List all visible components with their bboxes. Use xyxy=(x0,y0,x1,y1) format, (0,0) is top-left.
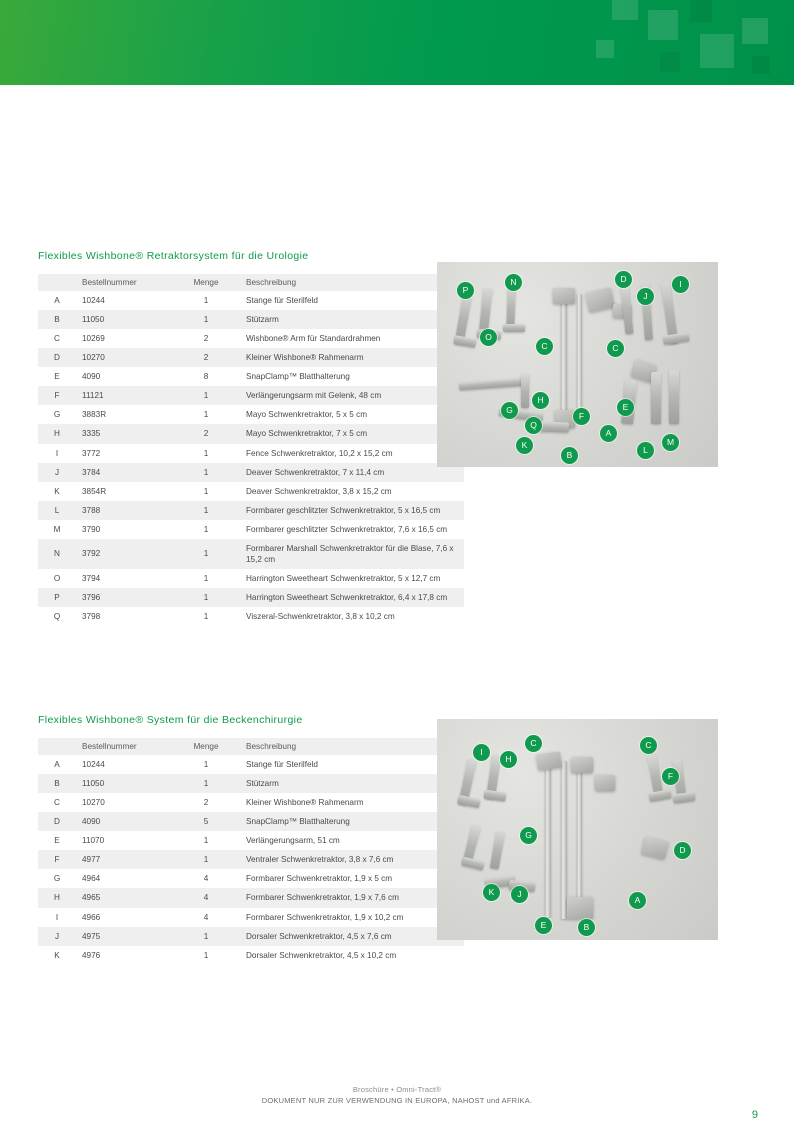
table-row xyxy=(38,291,464,310)
col-description: Beschreibung xyxy=(240,738,464,755)
row-letter: D xyxy=(38,812,76,831)
table-row xyxy=(38,755,464,774)
photo-label-O: O xyxy=(480,329,497,346)
support-rod xyxy=(577,294,582,418)
photo-label-A: A xyxy=(600,425,617,442)
support-rod xyxy=(545,765,551,917)
photo-label-D: D xyxy=(674,842,691,859)
photo-label-B: B xyxy=(561,447,578,464)
row-order-number: 3772 xyxy=(82,448,101,458)
row-quantity: 1 xyxy=(203,950,209,960)
row-letter: H xyxy=(38,424,76,443)
banner-square xyxy=(752,56,770,74)
row-quantity: 1 xyxy=(203,486,209,496)
photo-label-H: H xyxy=(500,751,517,768)
banner-square xyxy=(700,34,734,68)
row-quantity: 1 xyxy=(172,539,240,569)
row-letter: J xyxy=(38,463,76,482)
row-order-number: 4090 xyxy=(76,812,172,831)
row-order-number: 3790 xyxy=(82,524,101,534)
photo-label-M: M xyxy=(662,434,679,451)
table-header-row xyxy=(38,738,464,755)
row-order-number: 10244 xyxy=(82,296,105,305)
row-order-number: 3335 xyxy=(76,424,172,443)
photo-label-F: F xyxy=(573,408,590,425)
row-order-number: 4966 xyxy=(82,912,101,922)
row-quantity: 4 xyxy=(203,912,209,922)
row-quantity: 4 xyxy=(172,888,240,907)
row-letter: Q xyxy=(53,612,61,622)
clamp-block xyxy=(567,897,593,919)
table-row xyxy=(38,501,464,520)
row-quantity: 1 xyxy=(203,612,209,622)
row-description: Harrington Sweetheart Schwenkretraktor, 6,4 x 17,8 cm xyxy=(240,588,464,607)
table-row xyxy=(38,329,464,348)
table-row xyxy=(38,386,464,405)
photo-label-I: I xyxy=(672,276,689,293)
product-photo-urology xyxy=(437,262,718,467)
row-description: Stange für Sterilfeld xyxy=(246,760,318,769)
row-letter: C xyxy=(54,334,60,344)
row-quantity: 2 xyxy=(172,424,240,443)
row-letter: B xyxy=(38,774,76,793)
photo-label-J: J xyxy=(637,288,654,305)
row-order-number: 10244 xyxy=(82,760,105,769)
row-letter: P xyxy=(38,588,76,607)
banner-square xyxy=(648,10,678,40)
table-row xyxy=(38,850,464,869)
row-order-number: 4976 xyxy=(82,950,101,960)
row-quantity: 1 xyxy=(203,296,209,305)
photo-label-G: G xyxy=(520,827,537,844)
table-row xyxy=(38,367,464,386)
row-description: Stange für Sterilfeld xyxy=(246,296,318,305)
row-order-number: 3854R xyxy=(82,486,107,496)
row-quantity: 1 xyxy=(172,927,240,946)
table-row xyxy=(38,482,464,501)
support-rod xyxy=(561,298,567,416)
col-letter xyxy=(38,274,76,291)
photo-label-Q: Q xyxy=(525,417,542,434)
col-quantity: Menge xyxy=(172,274,240,291)
row-letter: L xyxy=(38,501,76,520)
col-order-number: Bestellnummer xyxy=(76,274,172,291)
col-description: Beschreibung xyxy=(240,274,464,291)
footer xyxy=(0,1085,794,1105)
row-letter: F xyxy=(38,386,76,405)
photo-label-K: K xyxy=(516,437,533,454)
row-order-number: 3796 xyxy=(76,588,172,607)
row-order-number: 11121 xyxy=(76,386,172,405)
photo-label-E: E xyxy=(617,399,634,416)
clamp-block xyxy=(595,775,615,791)
row-order-number: 4090 xyxy=(82,372,101,382)
row-description: Deaver Schwenkretraktor, 7 x 11,4 cm xyxy=(240,463,464,482)
row-description: Formbarer Schwenkretraktor, 1,9 x 5 cm xyxy=(246,874,393,884)
row-order-number: 3883R xyxy=(82,410,107,420)
row-letter: K xyxy=(54,950,60,960)
photo-label-F: F xyxy=(662,768,679,785)
row-order-number: 4964 xyxy=(82,874,101,884)
photo-label-A: A xyxy=(629,892,646,909)
instrument xyxy=(669,370,679,424)
instrument xyxy=(521,374,529,408)
row-description: Formbarer Schwenkretraktor, 1,9 x 10,2 cm xyxy=(246,912,404,922)
col-order-number: Bestellnummer xyxy=(76,738,172,755)
photo-label-C2: C xyxy=(607,340,624,357)
table-row xyxy=(38,946,464,965)
row-order-number: 10270 xyxy=(82,798,105,808)
row-order-number: 10269 xyxy=(82,334,105,344)
row-letter: J xyxy=(38,927,76,946)
row-quantity: 1 xyxy=(203,410,209,420)
table-row xyxy=(38,793,464,812)
table-row xyxy=(38,424,464,443)
row-description: Stützarm xyxy=(240,310,464,329)
row-letter: G xyxy=(53,410,61,420)
row-description: Kleiner Wishbone® Rahmenarm xyxy=(240,348,464,367)
row-description: Dorsaler Schwenkretraktor, 4,5 x 7,6 cm xyxy=(240,927,464,946)
parts-table-urology xyxy=(38,274,464,626)
row-quantity: 1 xyxy=(172,310,240,329)
row-description: Mayo Schwenkretraktor, 7 x 5 cm xyxy=(240,424,464,443)
row-order-number: 11050 xyxy=(76,774,172,793)
table-row xyxy=(38,607,464,626)
row-order-number: 3798 xyxy=(82,612,101,622)
table-row xyxy=(38,405,464,424)
row-letter: K xyxy=(54,486,60,496)
row-order-number: 3792 xyxy=(76,539,172,569)
row-letter: O xyxy=(53,573,61,583)
row-quantity: 1 xyxy=(203,573,209,583)
col-letter xyxy=(38,738,76,755)
row-description: Viszeral-Schwenkretraktor, 3,8 x 10,2 cm xyxy=(246,612,395,622)
parts-table-pelvic xyxy=(38,738,464,965)
row-order-number: 4965 xyxy=(76,888,172,907)
row-quantity: 1 xyxy=(172,386,240,405)
footer-line-2: DOKUMENT NUR ZUR VERWENDUNG IN EUROPA, NAHOST und AFRIKA. xyxy=(261,1096,533,1105)
row-quantity: 1 xyxy=(172,588,240,607)
header-banner xyxy=(0,0,794,85)
row-quantity: 1 xyxy=(203,524,209,534)
row-quantity: 1 xyxy=(172,501,240,520)
table-row xyxy=(38,310,464,329)
row-description: Dorsaler Schwenkretraktor, 4,5 x 10,2 cm xyxy=(246,950,397,960)
table-row xyxy=(38,888,464,907)
row-description: SnapClamp™ Blatthalterung xyxy=(246,372,350,382)
photo-label-H: H xyxy=(532,392,549,409)
row-description: Formbarer Marshall Schwenkretraktor für die Blase, 7,6 x 15,2 cm xyxy=(240,539,464,569)
instrument xyxy=(503,324,525,332)
row-letter: M xyxy=(53,524,61,534)
footer-line-1: Broschüre • Omni-Tract® xyxy=(352,1085,442,1094)
row-description: SnapClamp™ Blatthalterung xyxy=(240,812,464,831)
banner-square xyxy=(690,0,712,22)
banner-square xyxy=(660,52,680,72)
row-description: Stützarm xyxy=(240,774,464,793)
photo-label-E: E xyxy=(535,917,552,934)
row-description: Deaver Schwenkretraktor, 3,8 x 15,2 cm xyxy=(246,486,392,496)
row-letter: E xyxy=(54,836,60,846)
table-row xyxy=(38,908,464,927)
support-rod xyxy=(561,761,567,919)
table-row xyxy=(38,812,464,831)
row-order-number: 4975 xyxy=(76,927,172,946)
row-description: Formbarer Schwenkretraktor, 1,9 x 7,6 cm xyxy=(240,888,464,907)
photo-label-K: K xyxy=(483,884,500,901)
support-rod xyxy=(577,769,582,909)
photo-label-L: L xyxy=(637,442,654,459)
row-quantity: 2 xyxy=(203,798,209,808)
row-quantity: 5 xyxy=(172,812,240,831)
row-order-number: 3788 xyxy=(76,501,172,520)
photo-label-J: J xyxy=(511,886,528,903)
row-letter: D xyxy=(38,348,76,367)
row-description: Formbarer geschlitzter Schwenkretraktor, 5 x 16,5 cm xyxy=(240,501,464,520)
table-row xyxy=(38,869,464,888)
row-description: Ventraler Schwenkretraktor, 3,8 x 7,6 cm xyxy=(240,850,464,869)
table-row xyxy=(38,774,464,793)
row-quantity: 1 xyxy=(203,836,209,846)
section-title-urology: Flexibles Wishbone® Retraktorsystem für die Urologie xyxy=(38,250,309,262)
row-letter: N xyxy=(38,539,76,569)
row-quantity: 1 xyxy=(172,463,240,482)
row-description: Wishbone® Arm für Standardrahmen xyxy=(246,334,381,344)
photo-label-G: G xyxy=(501,402,518,419)
page-number: 9 xyxy=(751,1109,758,1121)
photo-label-C2: C xyxy=(640,737,657,754)
table-row xyxy=(38,831,464,850)
row-quantity: 1 xyxy=(172,774,240,793)
photo-label-D: D xyxy=(615,271,632,288)
row-description: Kleiner Wishbone® Rahmenarm xyxy=(246,798,364,808)
product-photo-pelvic xyxy=(437,719,718,940)
photo-label-C: C xyxy=(525,735,542,752)
row-quantity: 1 xyxy=(203,448,209,458)
section-title-pelvic: Flexibles Wishbone® System für die Beckenchirurgie xyxy=(38,714,303,726)
table-header-row xyxy=(38,274,464,291)
row-quantity: 4 xyxy=(203,874,209,884)
row-letter: A xyxy=(54,760,60,769)
row-description: Verlängerungsarm mit Gelenk, 48 cm xyxy=(240,386,464,405)
row-description: Verlängerungsarm, 51 cm xyxy=(246,836,340,846)
photo-label-I: I xyxy=(473,744,490,761)
row-letter: I xyxy=(55,912,59,922)
row-description: Fence Schwenkretraktor, 10,2 x 15,2 cm xyxy=(246,448,393,458)
row-letter: H xyxy=(38,888,76,907)
row-order-number: 3794 xyxy=(82,573,101,583)
row-quantity: 2 xyxy=(172,348,240,367)
row-quantity: 1 xyxy=(203,760,209,769)
col-quantity: Menge xyxy=(172,738,240,755)
banner-square xyxy=(612,0,638,20)
row-quantity: 1 xyxy=(172,850,240,869)
row-letter: F xyxy=(38,850,76,869)
row-description: Formbarer geschlitzter Schwenkretraktor, 7,6 x 16,5 cm xyxy=(246,524,448,534)
row-order-number: 4977 xyxy=(76,850,172,869)
photo-label-C: C xyxy=(536,338,553,355)
row-quantity: 2 xyxy=(203,334,209,344)
row-description: Mayo Schwenkretraktor, 5 x 5 cm xyxy=(246,410,368,420)
instrument xyxy=(651,372,661,424)
banner-square xyxy=(742,18,768,44)
clamp-block xyxy=(553,288,575,304)
clamp-block xyxy=(571,757,593,773)
row-order-number: 11050 xyxy=(76,310,172,329)
banner-square xyxy=(596,40,614,58)
row-letter: C xyxy=(54,798,60,808)
row-letter: B xyxy=(38,310,76,329)
row-letter: G xyxy=(53,874,61,884)
row-description: Harrington Sweetheart Schwenkretraktor, 5 x 12,7 cm xyxy=(246,573,441,583)
photo-label-B: B xyxy=(578,919,595,936)
table-row xyxy=(38,927,464,946)
photo-label-N: N xyxy=(505,274,522,291)
clamp-block xyxy=(536,751,562,770)
row-order-number: 3784 xyxy=(76,463,172,482)
table-row xyxy=(38,348,464,367)
row-letter: A xyxy=(54,296,60,305)
row-quantity: 8 xyxy=(203,372,209,382)
table-row xyxy=(38,569,464,588)
table-row xyxy=(38,588,464,607)
table-row xyxy=(38,520,464,539)
table-row xyxy=(38,444,464,463)
row-letter: I xyxy=(55,448,59,458)
row-letter: E xyxy=(54,372,60,382)
table-row xyxy=(38,463,464,482)
row-order-number: 11070 xyxy=(82,836,105,846)
photo-label-P: P xyxy=(457,282,474,299)
row-order-number: 10270 xyxy=(76,348,172,367)
table-row xyxy=(38,539,464,569)
